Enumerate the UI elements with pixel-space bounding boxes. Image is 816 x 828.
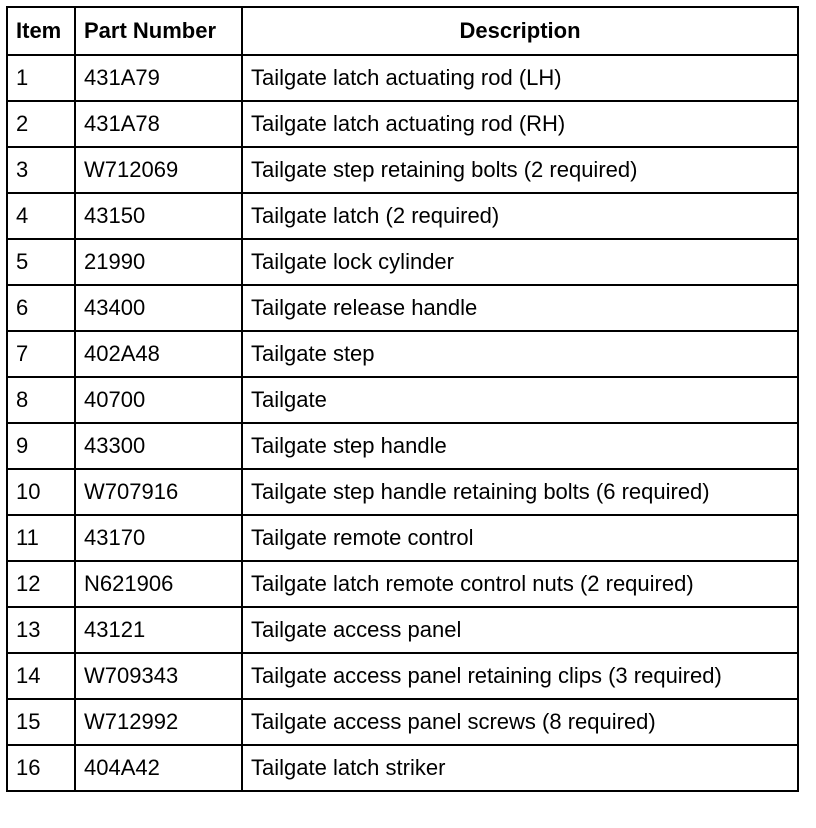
item-cell: 15: [7, 699, 75, 745]
table-row: [7, 653, 798, 699]
part-number-cell: 43170: [75, 515, 242, 561]
table-row: [7, 193, 798, 239]
item-cell: 9: [7, 423, 75, 469]
header-part-number: Part Number: [75, 7, 242, 55]
table-header: [7, 7, 798, 55]
item-cell: 7: [7, 331, 75, 377]
part-number-cell: W707916: [75, 469, 242, 515]
item-cell: 13: [7, 607, 75, 653]
table-row: [7, 469, 798, 515]
part-number-cell: 404A42: [75, 745, 242, 791]
table-row: [7, 101, 798, 147]
part-number-cell: 43150: [75, 193, 242, 239]
header-row: [7, 7, 798, 55]
description-cell: Tailgate step retaining bolts (2 required): [242, 147, 798, 193]
parts-table: [6, 6, 799, 792]
item-cell: 2: [7, 101, 75, 147]
table-row: [7, 561, 798, 607]
item-cell: 10: [7, 469, 75, 515]
table-row: [7, 331, 798, 377]
part-number-cell: W712069: [75, 147, 242, 193]
item-cell: 6: [7, 285, 75, 331]
header-item: Item: [7, 7, 75, 55]
description-cell: Tailgate access panel screws (8 required): [242, 699, 798, 745]
table-row: [7, 285, 798, 331]
item-cell: 8: [7, 377, 75, 423]
table-row: [7, 147, 798, 193]
item-cell: 14: [7, 653, 75, 699]
description-cell: Tailgate latch actuating rod (RH): [242, 101, 798, 147]
part-number-cell: W709343: [75, 653, 242, 699]
table-body: [7, 55, 798, 791]
item-cell: 12: [7, 561, 75, 607]
part-number-cell: 43400: [75, 285, 242, 331]
description-cell: Tailgate latch remote control nuts (2 required): [242, 561, 798, 607]
part-number-cell: 431A79: [75, 55, 242, 101]
description-cell: Tailgate remote control: [242, 515, 798, 561]
table-row: [7, 515, 798, 561]
description-cell: Tailgate lock cylinder: [242, 239, 798, 285]
description-cell: Tailgate latch striker: [242, 745, 798, 791]
part-number-cell: 431A78: [75, 101, 242, 147]
table-row: [7, 377, 798, 423]
description-cell: Tailgate step: [242, 331, 798, 377]
part-number-cell: 43121: [75, 607, 242, 653]
item-cell: 3: [7, 147, 75, 193]
item-cell: 5: [7, 239, 75, 285]
table-row: [7, 239, 798, 285]
description-cell: Tailgate latch (2 required): [242, 193, 798, 239]
part-number-cell: 21990: [75, 239, 242, 285]
part-number-cell: 402A48: [75, 331, 242, 377]
item-cell: 11: [7, 515, 75, 561]
item-cell: 16: [7, 745, 75, 791]
table-row: [7, 607, 798, 653]
item-cell: 1: [7, 55, 75, 101]
table-row: [7, 55, 798, 101]
header-description: Description: [242, 7, 798, 55]
table-row: [7, 699, 798, 745]
description-cell: Tailgate release handle: [242, 285, 798, 331]
description-cell: Tailgate latch actuating rod (LH): [242, 55, 798, 101]
part-number-cell: 43300: [75, 423, 242, 469]
part-number-cell: W712992: [75, 699, 242, 745]
part-number-cell: N621906: [75, 561, 242, 607]
description-cell: Tailgate: [242, 377, 798, 423]
table-row: [7, 423, 798, 469]
table-row: [7, 745, 798, 791]
part-number-cell: 40700: [75, 377, 242, 423]
item-cell: 4: [7, 193, 75, 239]
description-cell: Tailgate step handle: [242, 423, 798, 469]
description-cell: Tailgate access panel: [242, 607, 798, 653]
description-cell: Tailgate step handle retaining bolts (6 required): [242, 469, 798, 515]
description-cell: Tailgate access panel retaining clips (3 required): [242, 653, 798, 699]
